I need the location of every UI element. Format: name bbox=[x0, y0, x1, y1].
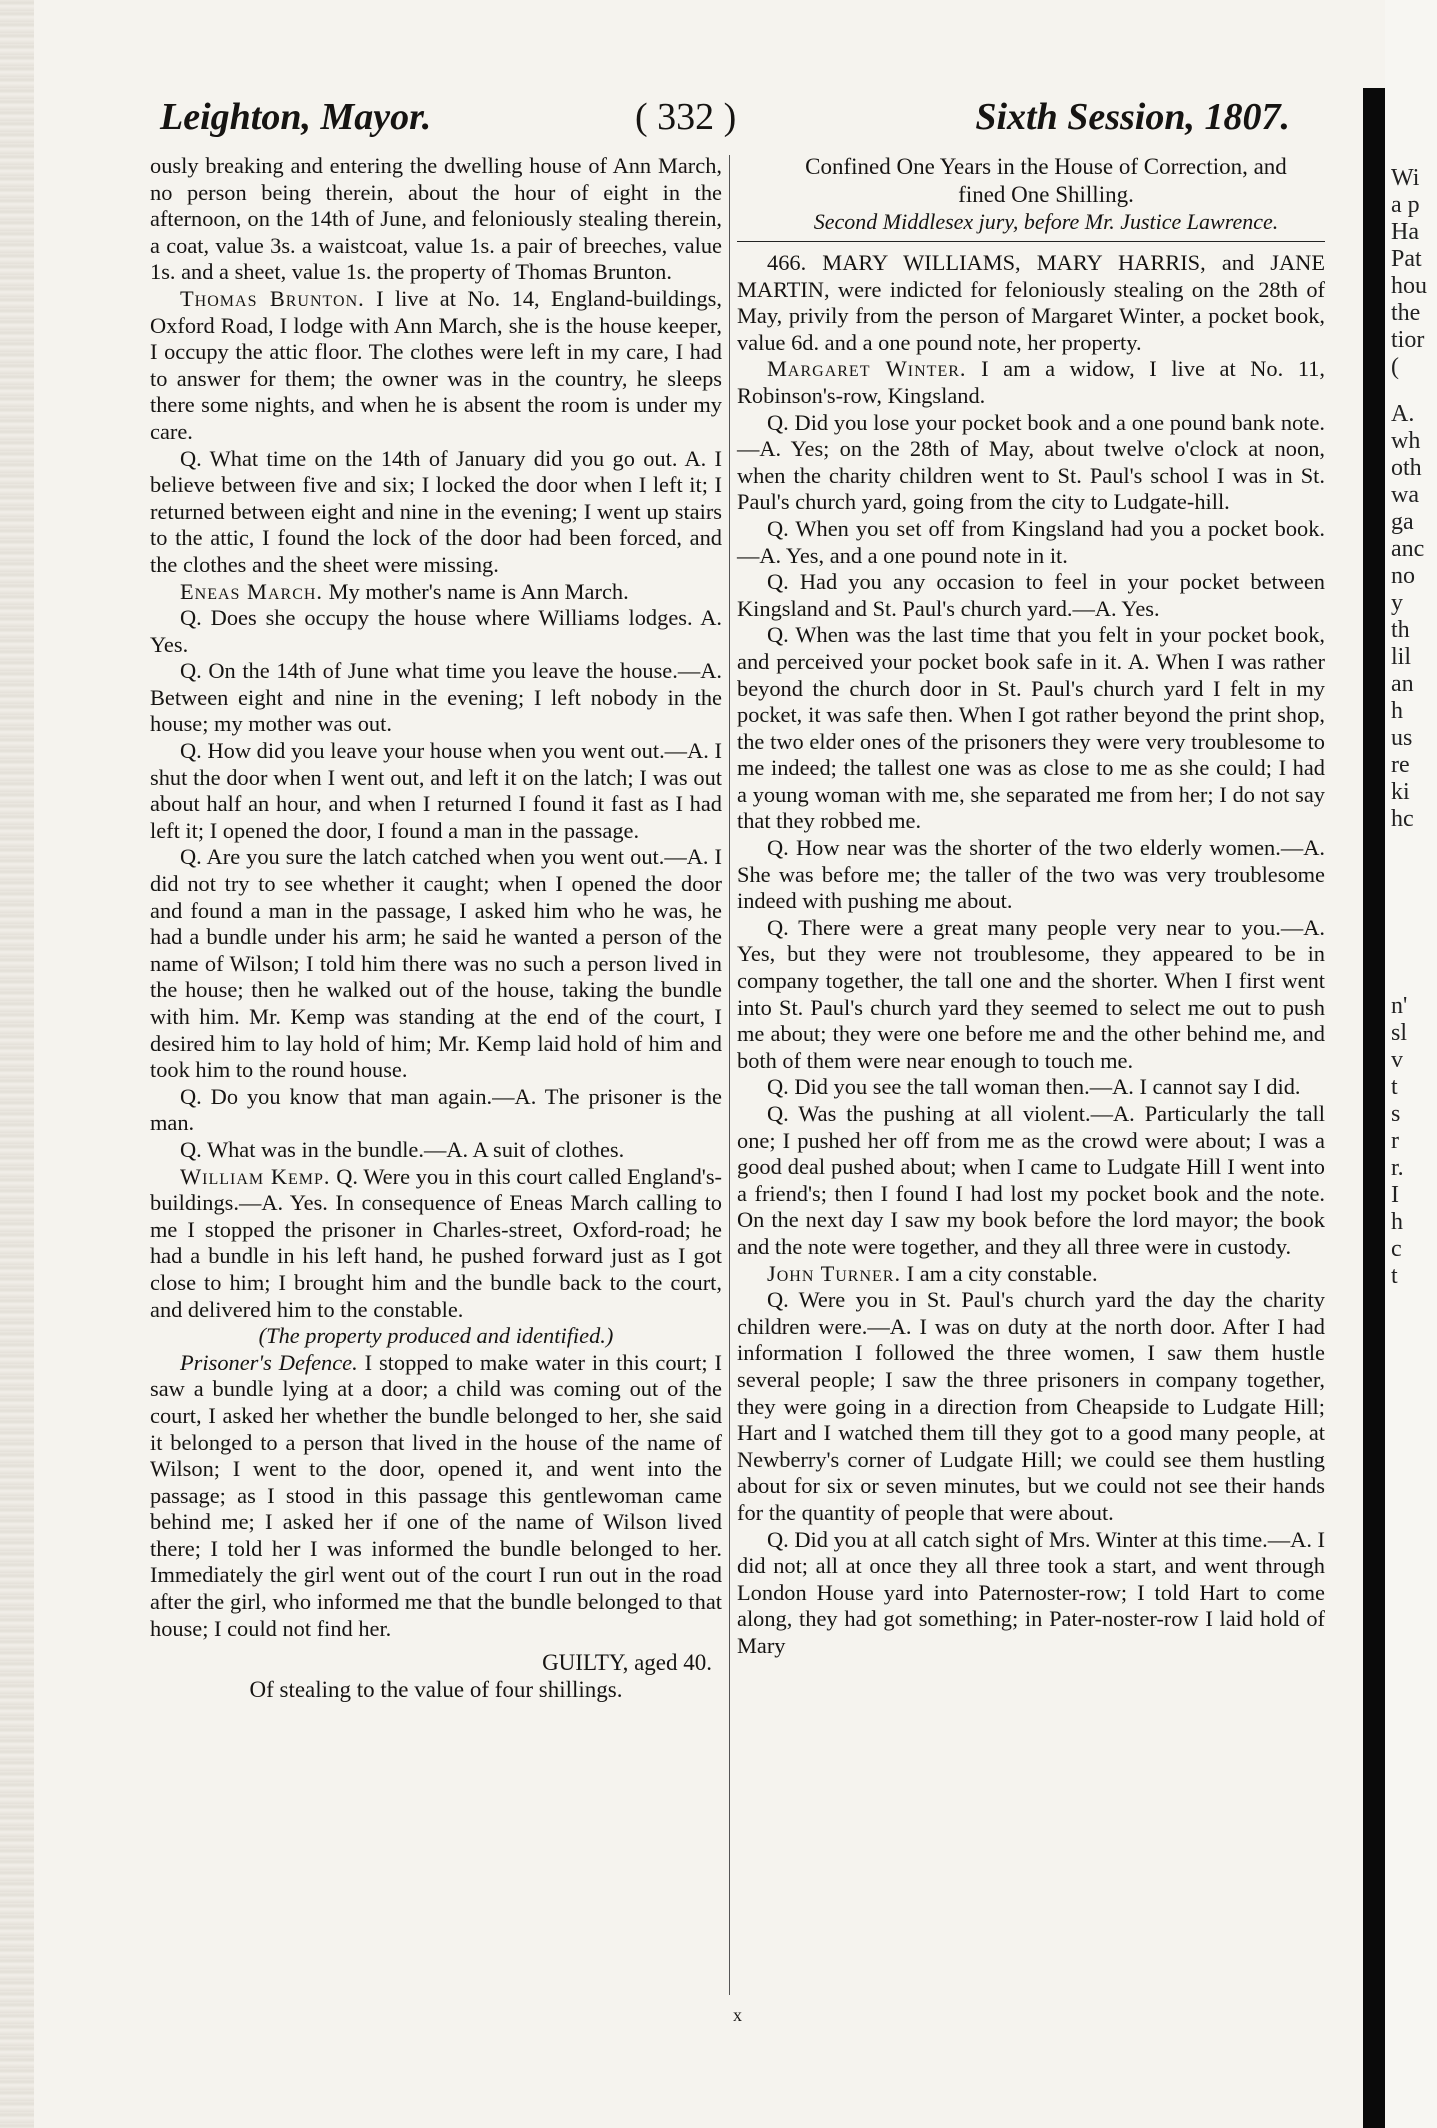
next-page-fragment: I bbox=[1391, 1182, 1399, 1208]
next-page-fragment: Wi bbox=[1391, 165, 1420, 191]
testimony-paragraph bbox=[737, 1287, 1325, 1526]
testimony-paragraph bbox=[150, 1084, 722, 1137]
sentence-line-1: Confined One Years in the House of Correction, and bbox=[805, 154, 1287, 179]
paragraph-text: I stopped to make water in this court; I saw a bundle lying at a door; a child was coming out of the court, I asked her whether the bundle belonged to her, she said it belonged to a person that lived in the house of the name of Wilson; I went to the door, opened it, and went into the passage; as I stood in this passage this gentlewoman came behind me; I asked her if one of the name of Wilson lived there; I told her I was informed the bundle belonged to her. Immediately the girl went out of the court I run out in the road after the girl, who informed me that the bundle belonged to that house; I could not find her. bbox=[150, 1349, 722, 1641]
section-rule bbox=[737, 241, 1325, 242]
testimony-paragraph bbox=[737, 1527, 1325, 1660]
paragraph-text: Q. Did you see the tall woman then.—A. I cannot say I did. bbox=[767, 1074, 1301, 1100]
paragraph-text: 466. MARY WILLIAMS, MARY HARRIS, and JANE MARTIN, were indicted for feloniously stealing on the 28th of May, privily from the person of Margaret Winter, a pocket book, value 6d. and a one pound note, her property. bbox=[737, 250, 1325, 355]
next-page-fragment: y bbox=[1391, 590, 1403, 616]
testimony-paragraph bbox=[737, 356, 1325, 409]
book-spine bbox=[1363, 88, 1385, 2128]
testimony-paragraph bbox=[737, 1074, 1325, 1101]
testimony-paragraph bbox=[737, 569, 1325, 622]
header-mayor: Leighton, Mayor. bbox=[160, 96, 432, 138]
testimony-paragraph bbox=[737, 1261, 1325, 1288]
next-page-fragment: no bbox=[1391, 563, 1415, 589]
next-page-fragment: an bbox=[1391, 671, 1414, 697]
next-page-fragment: hou bbox=[1391, 273, 1427, 299]
paragraph-text: Q. Was the pushing at all violent.—A. Particularly the tall one; I pushed her off from me as the crowd were about; I was a good deal pushed about; when I came to Ludgate Hill I went into a friend's; then I found I had lost my pocket book and the note. On the next day I saw my book before the lord mayor; the book and the note were together, and they all three were in custody. bbox=[737, 1101, 1325, 1259]
next-page-fragment: n' bbox=[1391, 993, 1408, 1019]
column-divider bbox=[729, 155, 730, 1995]
left-column bbox=[150, 153, 722, 1703]
header-session: Sixth Session, 1807. bbox=[975, 96, 1290, 138]
speaker-name: Margaret Winter. bbox=[767, 356, 967, 382]
testimony-paragraph bbox=[150, 579, 722, 606]
next-page-fragment: a p bbox=[1391, 192, 1420, 218]
testimony-paragraph bbox=[150, 286, 722, 446]
next-page-fragment: th bbox=[1391, 617, 1410, 643]
next-page-fragment: Ha bbox=[1391, 219, 1419, 245]
testimony-paragraph bbox=[150, 446, 722, 579]
testimony-paragraph bbox=[737, 516, 1325, 569]
next-page-fragment: t bbox=[1391, 1263, 1398, 1289]
paragraph-text: Q. Did you lose your pocket book and a one pound bank note.—A. Yes; on the 28th of May, about twelve o'clock at noon, when the charity children went to St. Paul's school I was in St. Paul's church yard, going from the city to Ludgate-hill. bbox=[737, 409, 1325, 515]
testimony-paragraph bbox=[150, 1350, 722, 1643]
paragraph-text: Q. Had you any occasion to feel in your pocket between Kingsland and St. Paul's church yard.—A. Yes. bbox=[737, 569, 1325, 621]
paragraph-text: Q. What time on the 14th of January did you go out. A. I believe between five and six; I locked the door when I left it; I returned between eight and nine in the evening; I went up stairs to the attic, I found the lock of the door had been forced, and the clothes and the sheet were missing. bbox=[150, 445, 722, 577]
paragraph-text: Q. How near was the shorter of the two elderly women.—A. She was before me; the taller of the two was very troublesome indeed with pushing me about. bbox=[737, 835, 1325, 914]
next-page-fragment: hc bbox=[1391, 806, 1414, 832]
paragraph-text: Q. When was the last time that you felt in your pocket book, and perceived your pocket book safe in it. A. When I was rather beyond the church door in St. Paul's church yard I felt in my pocket, it was safe then. When I got rather beyond the print shop, the two elder ones of the prisoners they were very troublesome to me indeed; the tallest one was as close to me as she could; I had a young woman with me, she separated me from her; I do not say that they robbed me. bbox=[737, 622, 1325, 834]
next-page-fragment: sl bbox=[1391, 1020, 1408, 1046]
paragraph-text: Q. Were you in this court called England's-buildings.—A. Yes. In consequence of Eneas March calling to me I stopped the prisoner in Charles-street, Oxford-road; he had a bundle in his left hand, he pushed forward just as I got close to him; I brought him and the bundle back to the court, and delivered him to the constable. bbox=[150, 1163, 722, 1322]
testimony-paragraph bbox=[150, 1137, 722, 1164]
footer-mark: x bbox=[733, 2005, 742, 2025]
speaker-name: Prisoner's Defence. bbox=[180, 1349, 358, 1375]
next-page-edge bbox=[1385, 0, 1437, 2128]
testimony-paragraph bbox=[737, 1101, 1325, 1261]
paragraph-text: Q. Did you at all catch sight of Mrs. Winter at this time.—A. I did not; all at once they all three took a start, and went through London House yard into Paternoster-row; I told Hart to come along, they had got something; in Pater-noster-row I laid hold of Mary bbox=[737, 1526, 1325, 1658]
running-header bbox=[150, 95, 1290, 145]
next-page-fragment: v bbox=[1391, 1047, 1403, 1073]
speaker-name: William Kemp. bbox=[180, 1163, 331, 1189]
next-page-fragment: anc bbox=[1391, 536, 1425, 562]
next-page-fragment: s bbox=[1391, 1101, 1401, 1127]
paragraph-text: Q. Were you in St. Paul's church yard the day the charity children were.—A. I was on duty at the north door. After I had information I followed the three women, I saw them hustle several people; I saw the three prisoners in company together, they were going in a direction from Cheapside to Ludgate Hill; Hart and I watched them till they got to a good many people, at Newberry's corner of Ludgate Hill; we could see them hustling about for six or seven minutes, but we could not see their hands for the quantity of people that were about. bbox=[737, 1287, 1325, 1525]
next-page-fragment: h bbox=[1391, 698, 1403, 724]
paragraph-text: Q. Are you sure the latch catched when you went out.—A. I did not try to see whether it caught; when I opened the door and found a man in the passage, I asked him who he was, he had a bundle under his arm; he said he wanted a person of the name of Wilson; I told him there was no such a person lived in the house; then he walked out of the house, taking the bundle with him. Mr. Kemp was standing at the end of the court, I desired him to lay hold of him; Mr. Kemp laid hold of him and took him to the round house. bbox=[150, 844, 722, 1083]
paragraph-text: ously breaking and entering the dwelling house of Ann March, no person being therein, about the hour of eight in the afternoon, on the 14th of June, and feloniously stealing therein, a coat, value 3s. a waistcoat, value 1s. a pair of breeches, value 1s. and a sheet, value 1s. the property of Thomas Brunton. bbox=[150, 153, 722, 285]
paragraph-text: My mother's name is Ann March. bbox=[323, 578, 629, 604]
verdict-detail: Of stealing to the value of four shillings. bbox=[249, 1676, 623, 1702]
sentence-line-2: fined One Shilling. bbox=[958, 182, 1134, 207]
verdict: GUILTY, aged 40. bbox=[542, 1650, 712, 1676]
next-page-fragment: h bbox=[1391, 1209, 1403, 1235]
next-page-fragment: r. bbox=[1391, 1155, 1404, 1181]
testimony-paragraph bbox=[737, 835, 1325, 915]
testimony-paragraph bbox=[150, 658, 722, 738]
paragraph-text: Q. Does she occupy the house where Williams lodges. A. Yes. bbox=[150, 605, 722, 657]
paragraph-text: I live at No. 14, England-buildings, Oxford Road, I lodge with Ann March, she is the house keeper, I occupy the attic floor. The clothes were left in my care, I had to answer for them; the owner was in the country, he sleeps there some nights, and when he is absent the room is under my care. bbox=[150, 285, 722, 444]
court-line: Second Middlesex jury, before Mr. Justice Lawrence. bbox=[813, 209, 1279, 234]
testimony-paragraph bbox=[150, 153, 722, 286]
right-column bbox=[737, 153, 1325, 1659]
exhibit-note: (The property produced and identified.) bbox=[258, 1323, 614, 1349]
next-page-fragment: Pat bbox=[1391, 246, 1422, 272]
paragraph-text: Q. There were a great many people very near to you.—A. Yes, but they were not troublesome, they appeared to be in company together, the tall one and the shorter. When I first went into St. Paul's church yard they seemed to select me out to push me about; they were one before me and the other behind me, and both of them were near enough to touch me. bbox=[737, 914, 1325, 1073]
paragraph-text: Q. How did you leave your house when you went out.—A. I shut the door when I went out, and left it on the latch; I was out about half an hour, and when I returned I found it fast as I had left it; I opened the door, I found a man in the passage. bbox=[150, 738, 722, 843]
testimony-paragraph bbox=[150, 844, 722, 1083]
testimony-paragraph bbox=[150, 1164, 722, 1324]
testimony-paragraph bbox=[737, 915, 1325, 1075]
testimony-paragraph bbox=[737, 410, 1325, 516]
binding-edge bbox=[0, 0, 34, 2128]
paragraph-text: I am a city constable. bbox=[901, 1260, 1098, 1286]
paragraph-text: Q. What was in the bundle.—A. A suit of clothes. bbox=[180, 1136, 625, 1162]
next-page-fragment: c bbox=[1391, 1236, 1402, 1262]
paragraph-text: Q. Do you know that man again.—A. The prisoner is the man. bbox=[150, 1083, 722, 1136]
testimony-paragraph bbox=[150, 738, 722, 844]
testimony-paragraph bbox=[737, 250, 1325, 356]
next-page-fragment: oth bbox=[1391, 455, 1422, 481]
next-page-fragment: re bbox=[1391, 752, 1410, 778]
right-paragraphs bbox=[737, 250, 1325, 1659]
testimony-paragraph bbox=[737, 622, 1325, 835]
page-number: ( 332 ) bbox=[635, 96, 737, 138]
next-page-fragment: A. bbox=[1391, 401, 1415, 427]
paragraph-text: Q. When you set off from Kingsland had you a pocket book.—A. Yes, and a one pound note in it. bbox=[737, 515, 1325, 568]
next-page-fragment: r bbox=[1391, 1128, 1399, 1154]
next-page-fragment: ( bbox=[1391, 354, 1399, 380]
next-page-fragment: wh bbox=[1391, 428, 1421, 454]
testimony-paragraph bbox=[150, 605, 722, 658]
next-page-fragment: the bbox=[1391, 300, 1421, 326]
next-page-fragment: ki bbox=[1391, 779, 1410, 805]
next-page-fragment: wa bbox=[1391, 482, 1419, 508]
paragraph-text: I am a widow, I live at No. 11, Robinson's-row, Kingsland. bbox=[737, 356, 1325, 408]
next-page-fragment: ga bbox=[1391, 509, 1414, 535]
paragraph-text: Q. On the 14th of June what time you leave the house.—A. Between eight and nine in the evening; I left nobody in the house; my mother was out. bbox=[150, 658, 722, 737]
next-page-fragment: t bbox=[1391, 1074, 1398, 1100]
speaker-name: Thomas Brunton. bbox=[180, 285, 365, 311]
next-page-fragment: tior bbox=[1391, 327, 1425, 353]
speaker-name: John Turner. bbox=[767, 1260, 902, 1286]
next-page-fragment: lil bbox=[1391, 644, 1412, 670]
next-page-fragment: us bbox=[1391, 725, 1413, 751]
speaker-name: Eneas March. bbox=[180, 578, 324, 604]
